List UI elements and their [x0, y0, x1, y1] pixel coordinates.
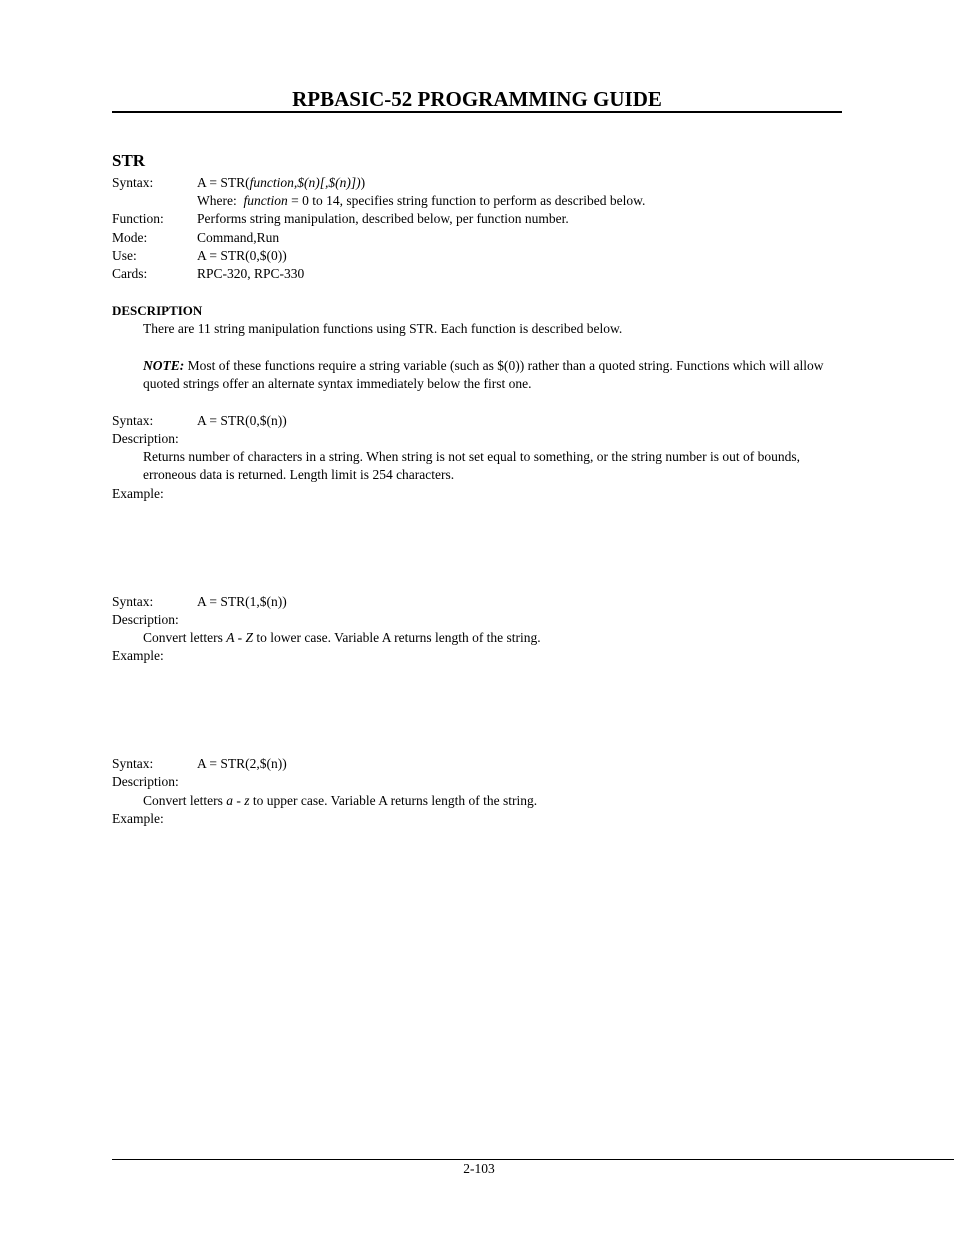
entry-0-syntax-value: A = STR(0,$(n)): [197, 413, 287, 428]
entry-1-description-label: Description:: [112, 612, 179, 627]
title-rule: [112, 111, 842, 113]
entry-2-description-label: Description:: [112, 774, 179, 789]
note-paragraph: [143, 357, 838, 393]
cards-label: Cards:: [112, 266, 148, 281]
syntax-prefix: A = STR(: [197, 175, 250, 190]
entry-2-example-label: Example:: [112, 811, 164, 826]
entry-1-syntax-row: [112, 593, 287, 611]
entry-2-description-text: [143, 792, 843, 810]
entry-1-description-suffix: to lower case. Variable A returns length of the string.: [253, 630, 541, 645]
entry-0-syntax-label: Syntax:: [112, 413, 154, 428]
entry-2-syntax-value: A = STR(2,$(n)): [197, 756, 287, 771]
syntax-row: [112, 174, 365, 192]
where-suffix: = 0 to 14, specifies string function to perform as described below.: [287, 193, 646, 208]
entry-2-description-prefix: Convert letters: [143, 793, 227, 808]
mode-row: [112, 229, 279, 247]
section-heading: STR: [112, 151, 146, 170]
entry-1-description-prefix: Convert letters: [143, 630, 227, 645]
entry-0-syntax-row: [112, 412, 287, 430]
entry-0-description-label: Description:: [112, 431, 179, 446]
entry-1-example-label: Example:: [112, 648, 164, 663]
entry-1-description-text: [143, 629, 843, 647]
entry-2-syntax-label: Syntax:: [112, 756, 154, 771]
mode-value: Command,Run: [197, 230, 280, 245]
function-label: Function:: [112, 211, 164, 226]
use-label: Use:: [112, 248, 137, 263]
entry-2-description-suffix: to upper case. Variable A returns length of the string.: [249, 793, 538, 808]
where-prefix: Where:: [197, 193, 244, 208]
cards-value: RPC-320, RPC-330: [197, 266, 305, 281]
description-intro: There are 11 string manipulation functions using STR. Each function is described below.: [143, 321, 623, 336]
function-value: Performs string manipulation, described below, per function number.: [197, 211, 569, 226]
syntax-suffix: ): [360, 175, 366, 190]
note-label: NOTE:: [143, 358, 185, 373]
entry-0-description-text: Returns number of characters in a string. When string is not set equal to something, or the string number is out of bounds, erroneous data is returned. Length limit is 254 characters.: [143, 449, 801, 482]
entry-1-description-italic: A - Z: [226, 630, 253, 645]
entry-1-syntax-value: A = STR(1,$(n)): [197, 594, 287, 609]
page-title: RPBASIC-52 PROGRAMMING GUIDE: [292, 87, 662, 111]
mode-label: Mode:: [112, 230, 148, 245]
where-row: [112, 192, 645, 210]
where-italic: function: [243, 193, 288, 208]
entry-2-description-italic: a - z: [226, 793, 250, 808]
entry-1-syntax-label: Syntax:: [112, 594, 154, 609]
entry-0-example-label: Example:: [112, 486, 164, 501]
syntax-label: Syntax:: [112, 175, 154, 190]
use-row: [112, 247, 287, 265]
syntax-italic: function,$(n)[,$(n)]): [249, 175, 361, 190]
note-text: Most of these functions require a string variable (such as $(0)) rather than a quoted string. Functions which will allow quoted strings offer an alternate syntax immediately below the first one.: [143, 358, 824, 391]
function-row: [112, 210, 569, 228]
entry-2-syntax-row: [112, 755, 287, 773]
use-value: A = STR(0,$(0)): [197, 248, 287, 263]
description-heading: DESCRIPTION: [112, 303, 203, 318]
cards-row: [112, 265, 304, 283]
page-number: 2-103: [463, 1161, 495, 1176]
